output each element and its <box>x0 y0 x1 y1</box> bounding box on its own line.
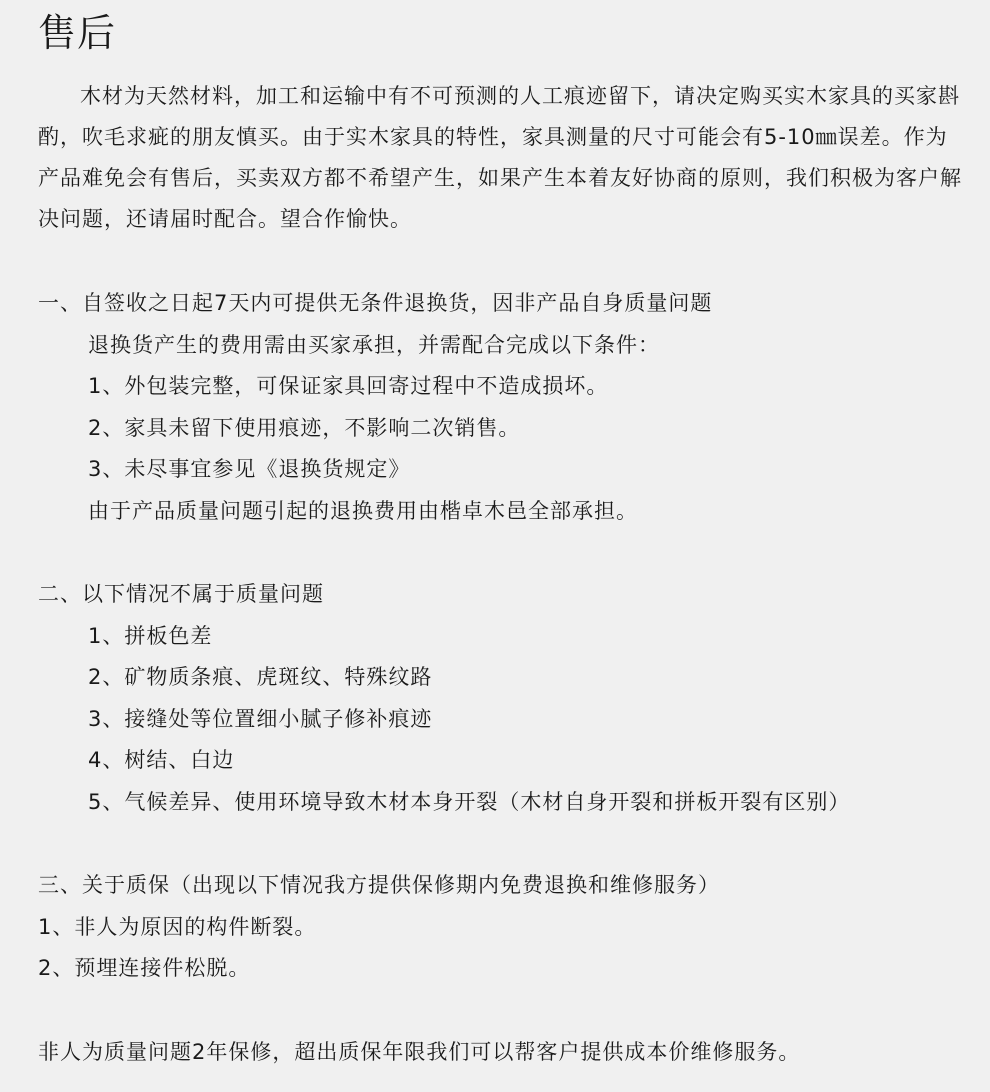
list-item: 1、外包装完整，可保证家具回寄过程中不造成损坏。 <box>88 374 609 398</box>
list-item: 2、预埋连接件松脱。 <box>38 956 251 980</box>
list-item: 2、家具未留下使用痕迹，不影响二次销售。 <box>88 415 521 440</box>
section-heading: 二、以下情况不属于质量问题 <box>38 582 324 606</box>
section-note: 由于产品质量问题引起的退换费用由楷卓木邑全部承担。 <box>88 498 638 523</box>
section-subheading: 退换货产生的费用需由买家承担，并需配合完成以下条件： <box>88 332 660 357</box>
page-title: 售后 <box>38 11 117 55</box>
list-item: 5、气候差异、使用环境导致木材本身开裂（木材自身开裂和拼板开裂有区别） <box>88 789 851 814</box>
list-item: 1、非人为原因的构件断裂。 <box>38 914 317 939</box>
section-heading: 三、关于质保（出现以下情况我方提供保修期内免费退换和维修服务） <box>38 873 720 897</box>
list-item: 4、树结、白边 <box>88 748 235 772</box>
section-warranty <box>38 865 964 990</box>
list-item: 2、矿物质条痕、虎斑纹、特殊纹路 <box>88 665 433 689</box>
section-heading: 一、自签收之日起7天内可提供无条件退换货，因非产品自身质量问题 <box>38 291 713 315</box>
section-return-policy <box>38 283 964 532</box>
intro-paragraph: 木材为天然材料，加工和运输中有不可预测的人工痕迹留下，请决定购买实木家具的买家斟酌，吹毛求疵的朋友慎买。由于实木家具的特性，家具测量的尺寸可能会有5-10㎜误差。作为产品难免会有售后，买卖双方都不希望产生，如果产生本着友好协商的原则，我们积极为客户解决问题，还请届时配合。望合作愉快。 <box>38 84 962 231</box>
section-non-quality-issues <box>38 574 964 823</box>
list-item: 3、接缝处等位置细小腻子修补痕迹 <box>88 706 433 731</box>
list-item: 1、拼板色差 <box>88 623 213 648</box>
list-item: 3、未尽事宜参见《退换货规定》 <box>88 457 411 481</box>
final-note: 非人为质量问题2年保修，超出质保年限我们可以帮客户提供成本价维修服务。 <box>38 1039 801 1064</box>
warranty-final-note <box>38 1032 964 1074</box>
